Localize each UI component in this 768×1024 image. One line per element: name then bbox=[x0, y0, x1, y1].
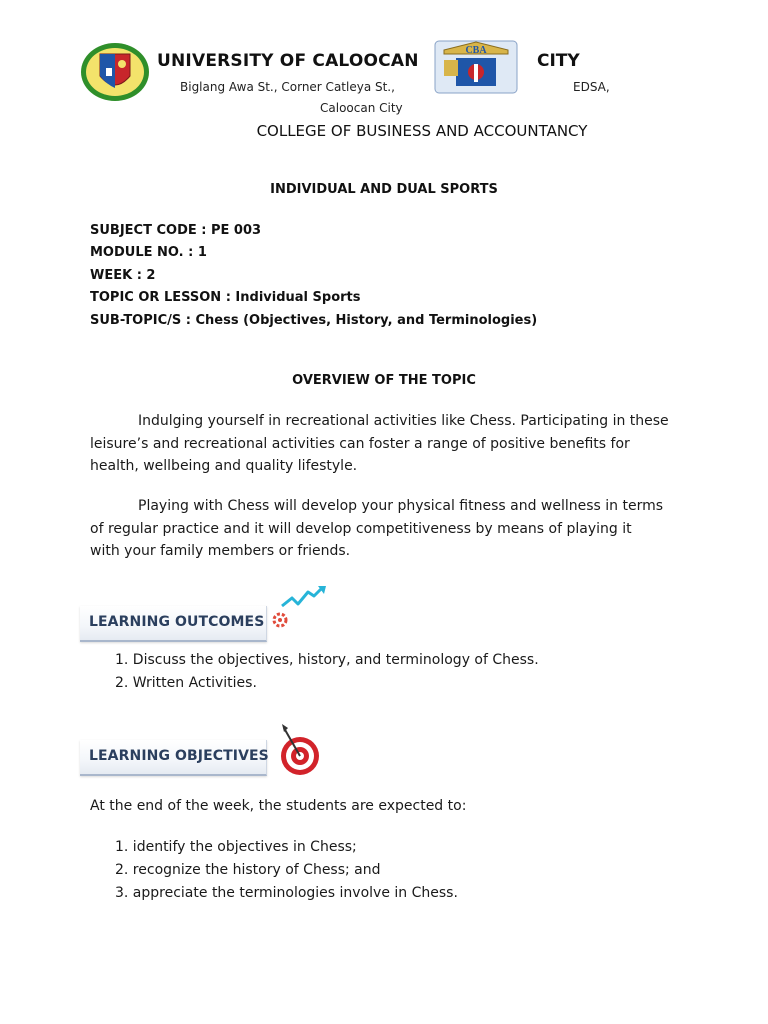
week-number: WEEK : 2 bbox=[90, 268, 156, 283]
address-edsa: EDSA, bbox=[573, 80, 610, 94]
learning-outcomes-label: LEARNING OUTCOMES bbox=[89, 614, 265, 630]
sub-topics: SUB-TOPIC/S : Chess (Objectives, History, and Terminologies) bbox=[90, 313, 538, 328]
objective-item: 1. identify the objectives in Chess; bbox=[115, 839, 357, 855]
college-name: COLLEGE OF BUSINESS AND ACCOUNTANCY bbox=[256, 122, 588, 140]
overview-paragraph-1 bbox=[90, 410, 669, 478]
objectives-intro: At the end of the week, the students are expected to: bbox=[90, 798, 467, 814]
subject-code: SUBJECT CODE : PE 003 bbox=[90, 223, 262, 238]
university-seal-logo bbox=[80, 42, 150, 102]
objective-item: 3. appreciate the terminologies involve in Chess. bbox=[115, 885, 458, 901]
outcome-item: 2. Written Activities. bbox=[115, 675, 257, 691]
cba-college-logo bbox=[434, 40, 518, 94]
paragraph-line: leisure’s and recreational activities can foster a range of positive benefits for bbox=[90, 435, 630, 452]
learning-objectives-banner bbox=[80, 740, 267, 776]
module-number: MODULE NO. : 1 bbox=[90, 245, 207, 260]
address-line-1: Biglang Awa St., Corner Catleya St., bbox=[180, 80, 395, 94]
objective-item: 2. recognize the history of Chess; and bbox=[115, 862, 381, 878]
outcome-item: 1. Discuss the objectives, history, and terminology of Chess. bbox=[115, 652, 539, 668]
university-city-word: CITY bbox=[537, 51, 580, 71]
paragraph-line: health, wellbeing and quality lifestyle. bbox=[90, 458, 358, 474]
target-dart-icon bbox=[278, 722, 322, 778]
paragraph-line: Playing with Chess will develop your physical fitness and wellness in terms bbox=[138, 498, 664, 514]
paragraph-line: with your family members or friends. bbox=[90, 543, 351, 559]
overview-paragraph-2 bbox=[90, 495, 663, 563]
cba-logo-text: CBA bbox=[465, 45, 487, 56]
course-title: INDIVIDUAL AND DUAL SPORTS bbox=[270, 182, 498, 197]
topic-lesson: TOPIC OR LESSON : Individual Sports bbox=[90, 290, 361, 305]
growth-arrow-gear-icon bbox=[268, 584, 328, 636]
paragraph-line: of regular practice and it will develop competitiveness by means of playing it bbox=[90, 520, 632, 537]
learning-objectives-label: LEARNING OBJECTIVES bbox=[89, 748, 269, 764]
university-name: UNIVERSITY OF CALOOCAN bbox=[157, 51, 419, 71]
address-line-2: Caloocan City bbox=[320, 101, 403, 115]
learning-outcomes-banner bbox=[80, 606, 267, 642]
paragraph-line: Indulging yourself in recreational activities like Chess. Participating in these bbox=[138, 413, 669, 429]
overview-heading: OVERVIEW OF THE TOPIC bbox=[292, 373, 476, 388]
